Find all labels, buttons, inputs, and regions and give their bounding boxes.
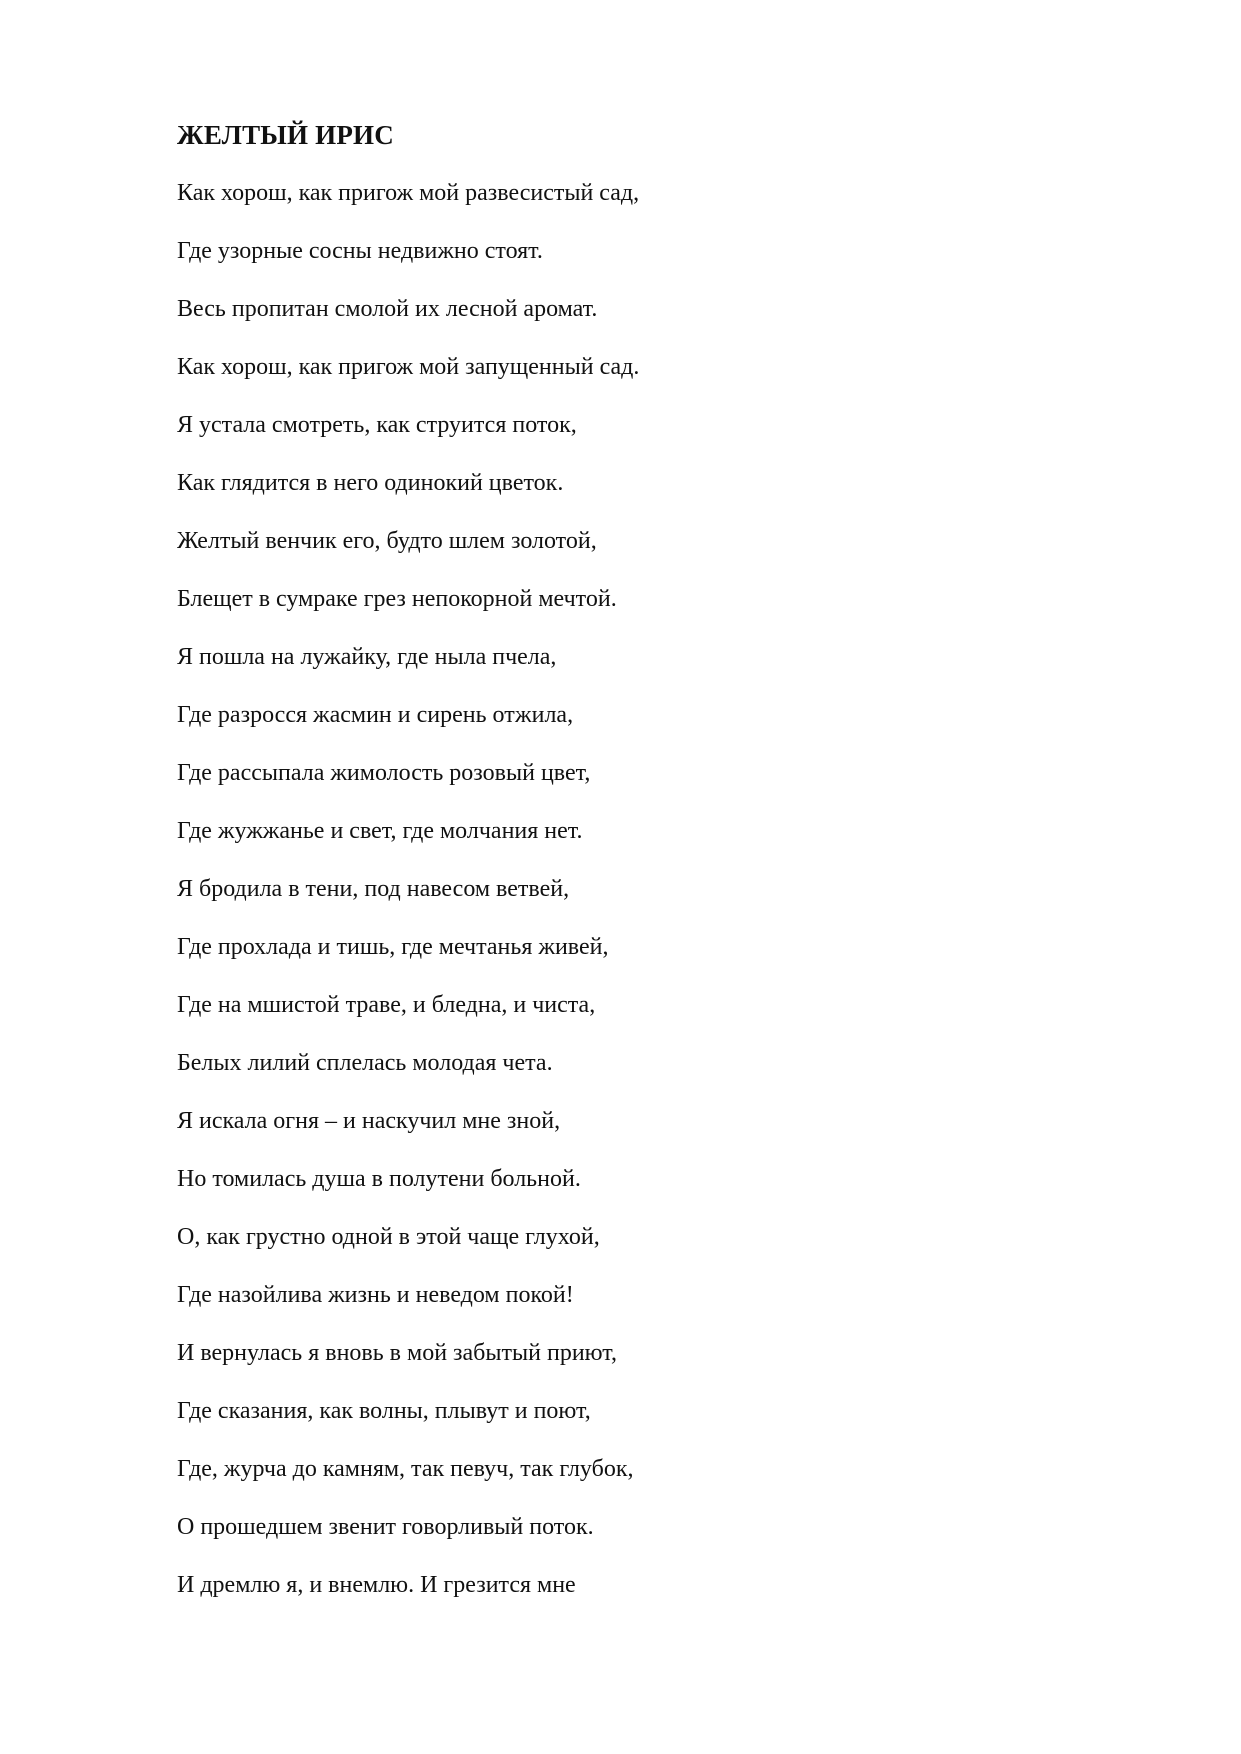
poem-line: Весь пропитан смолой их лесной аромат. — [177, 296, 598, 322]
poem-line: Я устала смотреть, как струится поток, — [177, 412, 577, 438]
poem-line: И вернулась я вновь в мой забытый приют, — [177, 1340, 617, 1366]
poem-line: О, как грустно одной в этой чаще глухой, — [177, 1224, 600, 1250]
poem-line: Где сказания, как волны, плывут и поют, — [177, 1398, 591, 1424]
poem-line: О прошедшем звенит говорливый поток. — [177, 1514, 594, 1540]
poem-line: Где на мшистой траве, и бледна, и чиста, — [177, 992, 596, 1018]
poem-line: Как хорош, как пригож мой развесистый сад, — [177, 180, 640, 206]
poem-line: Я бродила в тени, под навесом ветвей, — [177, 876, 570, 902]
poem-title: ЖЕЛТЫЙ ИРИС — [177, 120, 394, 150]
poem-line: Где назойлива жизнь и неведом покой! — [177, 1282, 574, 1308]
poem-line: И дремлю я, и внемлю. И грезится мне — [177, 1572, 576, 1598]
poem-line: Блещет в сумраке грез непокорной мечтой. — [177, 586, 617, 612]
poem-line: Где прохлада и тишь, где мечтанья живей, — [177, 934, 609, 960]
poem-line: Где, журча до камням, так певуч, так глубок, — [177, 1456, 634, 1482]
poem-line: Как глядится в него одинокий цветок. — [177, 470, 564, 496]
poem-line: Где жужжанье и свет, где молчания нет. — [177, 818, 583, 844]
poem-line: Как хорош, как пригож мой запущенный сад. — [177, 354, 640, 380]
poem-line: Я пошла на лужайку, где ныла пчела, — [177, 644, 557, 670]
poem-lines — [177, 177, 639, 1627]
poem-line: Но томилась душа в полутени больной. — [177, 1166, 581, 1192]
poem — [177, 118, 1077, 1598]
poem-line: Я искала огня – и наскучил мне зной, — [177, 1108, 561, 1134]
poem-line: Где узорные сосны недвижно стоят. — [177, 238, 543, 264]
poem-line: Где разросся жасмин и сирень отжила, — [177, 702, 574, 728]
poem-line: Белых лилий сплелась молодая чета. — [177, 1050, 553, 1076]
poem-line: Желтый венчик его, будто шлем золотой, — [177, 528, 597, 554]
poem-line: Где рассыпала жимолость розовый цвет, — [177, 760, 591, 786]
